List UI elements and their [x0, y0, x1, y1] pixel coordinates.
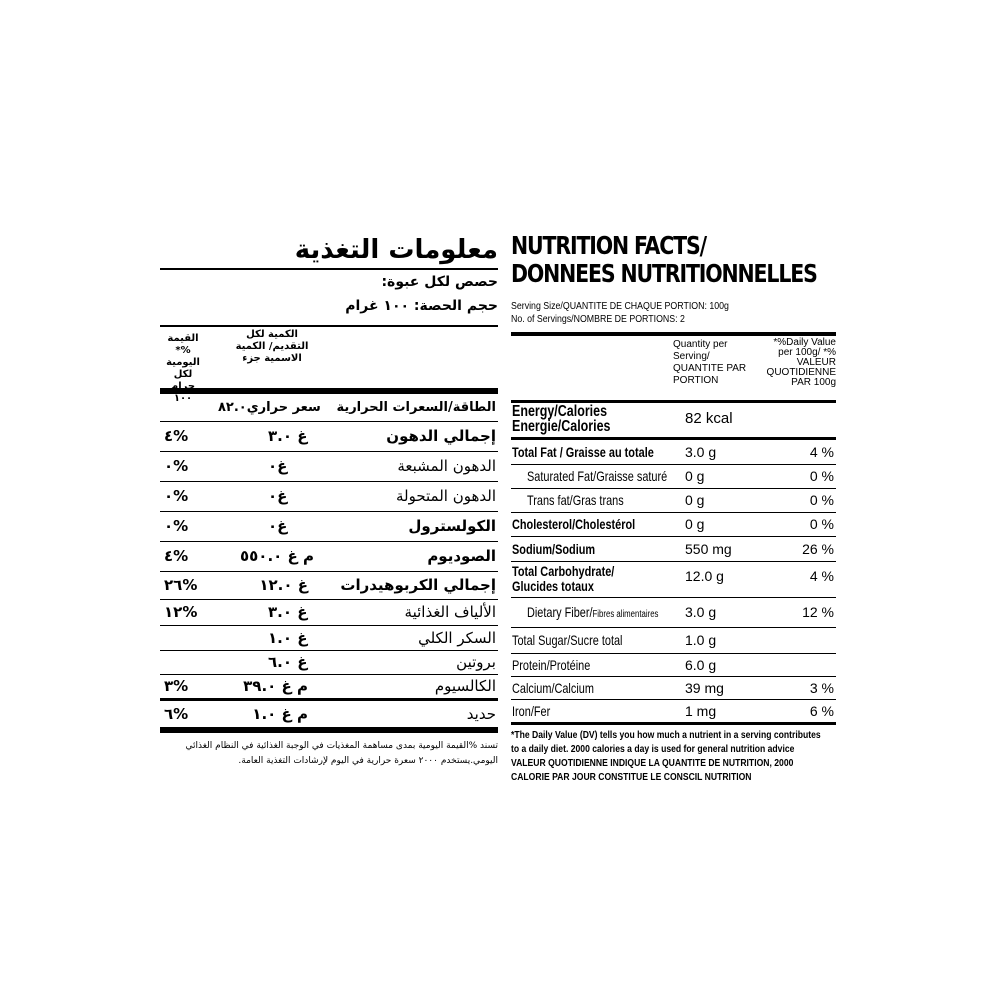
- row-pct: 0 %: [809, 516, 834, 532]
- row-amount: غ ١.٠: [268, 629, 308, 647]
- row-calcium: [511, 677, 836, 700]
- row-total-carbohydrate: [511, 562, 836, 598]
- row-amount: 82 kcal: [685, 410, 733, 427]
- column-headers: [511, 336, 836, 403]
- row-name: Cholesterol/Cholestérol: [512, 516, 636, 532]
- row-saturated-fat-ar: [160, 452, 498, 482]
- row-name: الكالسيوم: [434, 677, 496, 695]
- row-cholesterol-ar: [160, 512, 498, 542]
- servings-count-ar: حصص لكل عبوة:: [381, 274, 498, 290]
- row-name: الدهون المشبعة: [397, 457, 496, 475]
- row-name: Total Sugar/Sucre total: [512, 632, 623, 648]
- row-amount: سعر حراري٨٢.٠: [218, 400, 321, 415]
- row-amount: غ٠: [268, 517, 288, 535]
- row-name: Saturated Fat/Graisse saturé: [527, 468, 668, 484]
- serving-size: Serving Size/QUANTITE DE CHAQUE PORTION: 100g: [511, 301, 729, 312]
- row-amount: 3.0 g: [685, 444, 717, 460]
- footnote-line: VALEUR QUOTIDIENNE INDIQUE LA QUANTITE DE NUTRITION, 2000: [511, 758, 794, 769]
- row-pct: ٠%: [164, 487, 189, 505]
- servings-count: No. of Servings/NOMBRE DE PORTIONS: 2: [511, 314, 685, 325]
- row-name: Iron/Fer: [512, 703, 551, 719]
- row-protein-ar: [160, 651, 498, 675]
- row-energy: [511, 403, 836, 440]
- row-name: حديد: [466, 705, 496, 723]
- row-name: السكر الكلي: [418, 629, 496, 647]
- row-dietary-fiber: [511, 598, 836, 628]
- column-headers-ar: [160, 327, 498, 404]
- row-saturated-fat: [511, 465, 836, 489]
- serving-size-ar: حجم الحصة: ١٠٠ غرام: [345, 298, 498, 314]
- row-amount: 0 g: [685, 492, 705, 508]
- row-amount: غ ١٢.٠: [259, 576, 308, 594]
- row-name: Total Fat / Graisse au totale: [512, 444, 654, 460]
- row-amount: 0 g: [685, 468, 705, 484]
- nutrition-facts-en-fr: [511, 232, 836, 785]
- row-amount: 1 mg: [685, 703, 717, 719]
- row-amount: 0 g: [685, 516, 705, 532]
- row-calcium-ar: [160, 675, 498, 701]
- row-name: الصوديوم: [427, 547, 496, 565]
- row-name: الطاقة/السعرات الحرارية: [336, 400, 496, 415]
- row-pct: 4 %: [809, 568, 834, 584]
- nutrition-facts-ar: [160, 232, 498, 769]
- footnote-line: CALORIE PAR JOUR CONSTITUE LE CONSCIL NUTRITION: [511, 772, 752, 783]
- row-iron-ar: [160, 701, 498, 733]
- footnote-en: [511, 729, 821, 785]
- row-name-line2: Glucides totaux: [512, 578, 594, 594]
- row-total-fat-ar: [160, 422, 498, 452]
- row-pct: 4 %: [809, 444, 834, 460]
- row-name: Trans fat/Gras trans: [527, 492, 624, 508]
- row-amount: غ ٣.٠: [268, 427, 308, 445]
- row-name: Protein/Protéine: [512, 657, 591, 673]
- row-pct: 6 %: [809, 703, 834, 719]
- row-amount: 12.0 g: [685, 568, 724, 584]
- row-pct: ١٢%: [164, 603, 198, 621]
- row-protein: [511, 654, 836, 677]
- title-line-2: DONNEES NUTRITIONNELLES: [511, 259, 817, 288]
- row-name: الكولسترول: [408, 517, 496, 535]
- title-en: [511, 231, 817, 288]
- row-amount: غ ٦.٠: [268, 653, 308, 671]
- row-iron: [511, 700, 836, 725]
- footnote-line: to a daily diet. 2000 calories a day is used for general nutrition advice: [511, 744, 795, 755]
- row-pct: ٤%: [164, 427, 189, 445]
- row-name: إجمالي الدهون: [386, 427, 496, 445]
- title-ar: معلومات التغذية: [294, 235, 498, 265]
- row-pct: ٠%: [164, 457, 189, 475]
- row-pct: 12 %: [802, 604, 834, 620]
- row-name: Sodium/Sodium: [512, 541, 596, 557]
- row-name: بروتين: [456, 653, 496, 671]
- row-name: [527, 598, 658, 629]
- row-pct: ٢٦%: [164, 576, 198, 594]
- row-name-line1: Total Carbohydrate/: [512, 563, 615, 579]
- row-trans-fat: [511, 489, 836, 513]
- row-pct: ٤%: [164, 547, 189, 565]
- row-name-line1: Energy/Calories: [512, 403, 608, 420]
- footnote-line: اليومي.يستخدم ٢٠٠٠ سعرة حرارية في اليوم لإرشادات التغذية العامة.: [238, 756, 498, 766]
- row-total-carbohydrate-ar: [160, 572, 498, 600]
- row-pct: ٣%: [164, 677, 189, 695]
- row-pct: ٦%: [164, 705, 189, 723]
- row-amount: م غ ٣٩.٠: [243, 677, 308, 695]
- row-amount: م غ ٥٥٠.٠: [239, 547, 314, 565]
- row-trans-fat-ar: [160, 482, 498, 512]
- row-name: الألياف الغذائية: [404, 603, 496, 621]
- row-amount: 39 mg: [685, 680, 724, 696]
- row-sodium: [511, 537, 836, 562]
- row-name-small: Fibres alimentaires: [592, 609, 659, 620]
- row-sodium-ar: [160, 542, 498, 572]
- footnote-line: *The Daily Value (DV) tells you how much a nutrient in a serving contributes: [511, 730, 821, 741]
- row-energy-ar: [160, 394, 498, 422]
- title-line-1: NUTRITION FACTS/: [511, 231, 706, 260]
- row-amount: م غ ١.٠: [252, 705, 308, 723]
- row-name: Calcium/Calcium: [512, 680, 594, 696]
- row-name-main: Dietary Fiber/: [527, 604, 593, 620]
- row-name: [512, 564, 614, 594]
- row-amount: 3.0 g: [685, 604, 717, 620]
- row-name: [512, 404, 610, 434]
- footnote-ar: [160, 739, 498, 769]
- row-amount: 6.0 g: [685, 657, 717, 673]
- row-pct: ٠%: [164, 517, 189, 535]
- header-quantity-ar: الكمية لكل التقديم/ الكمية الاسمية جزء: [235, 329, 309, 364]
- row-name: الدهون المتحولة: [395, 487, 496, 505]
- row-amount: 550 mg: [685, 541, 732, 557]
- row-dietary-fiber-ar: [160, 600, 498, 626]
- row-total-fat: [511, 440, 836, 465]
- row-amount: غ ٣.٠: [268, 603, 308, 621]
- header-quantity: Quantity per Serving/ QUANTITE PAR PORTION: [673, 339, 747, 386]
- row-amount: غ٠: [268, 457, 288, 475]
- row-pct: 0 %: [809, 492, 834, 508]
- row-total-sugar: [511, 628, 836, 654]
- row-pct: 26 %: [802, 541, 834, 557]
- row-name-line2: Energie/Calories: [512, 418, 611, 435]
- header-daily-value-ar: القيمة %* اليومية لكل جرام ١٠٠: [166, 333, 200, 404]
- row-pct: 3 %: [809, 680, 834, 696]
- row-name: إجمالي الكربوهيدرات: [340, 576, 496, 594]
- row-amount: 1.0 g: [685, 632, 717, 648]
- row-cholesterol: [511, 513, 836, 537]
- row-pct: 0 %: [809, 468, 834, 484]
- row-amount: غ٠: [268, 487, 288, 505]
- footnote-line: تسند %القيمة اليومية بمدى مساهمة المغذيات في الوجبة الغذائية في النظام الغذائي: [185, 741, 498, 751]
- row-total-sugar-ar: [160, 626, 498, 651]
- header-daily-value: *%Daily Value per 100g/ *% VALEUR QUOTIDIENNE PAR 100g: [766, 337, 836, 388]
- serving-info: [511, 300, 797, 326]
